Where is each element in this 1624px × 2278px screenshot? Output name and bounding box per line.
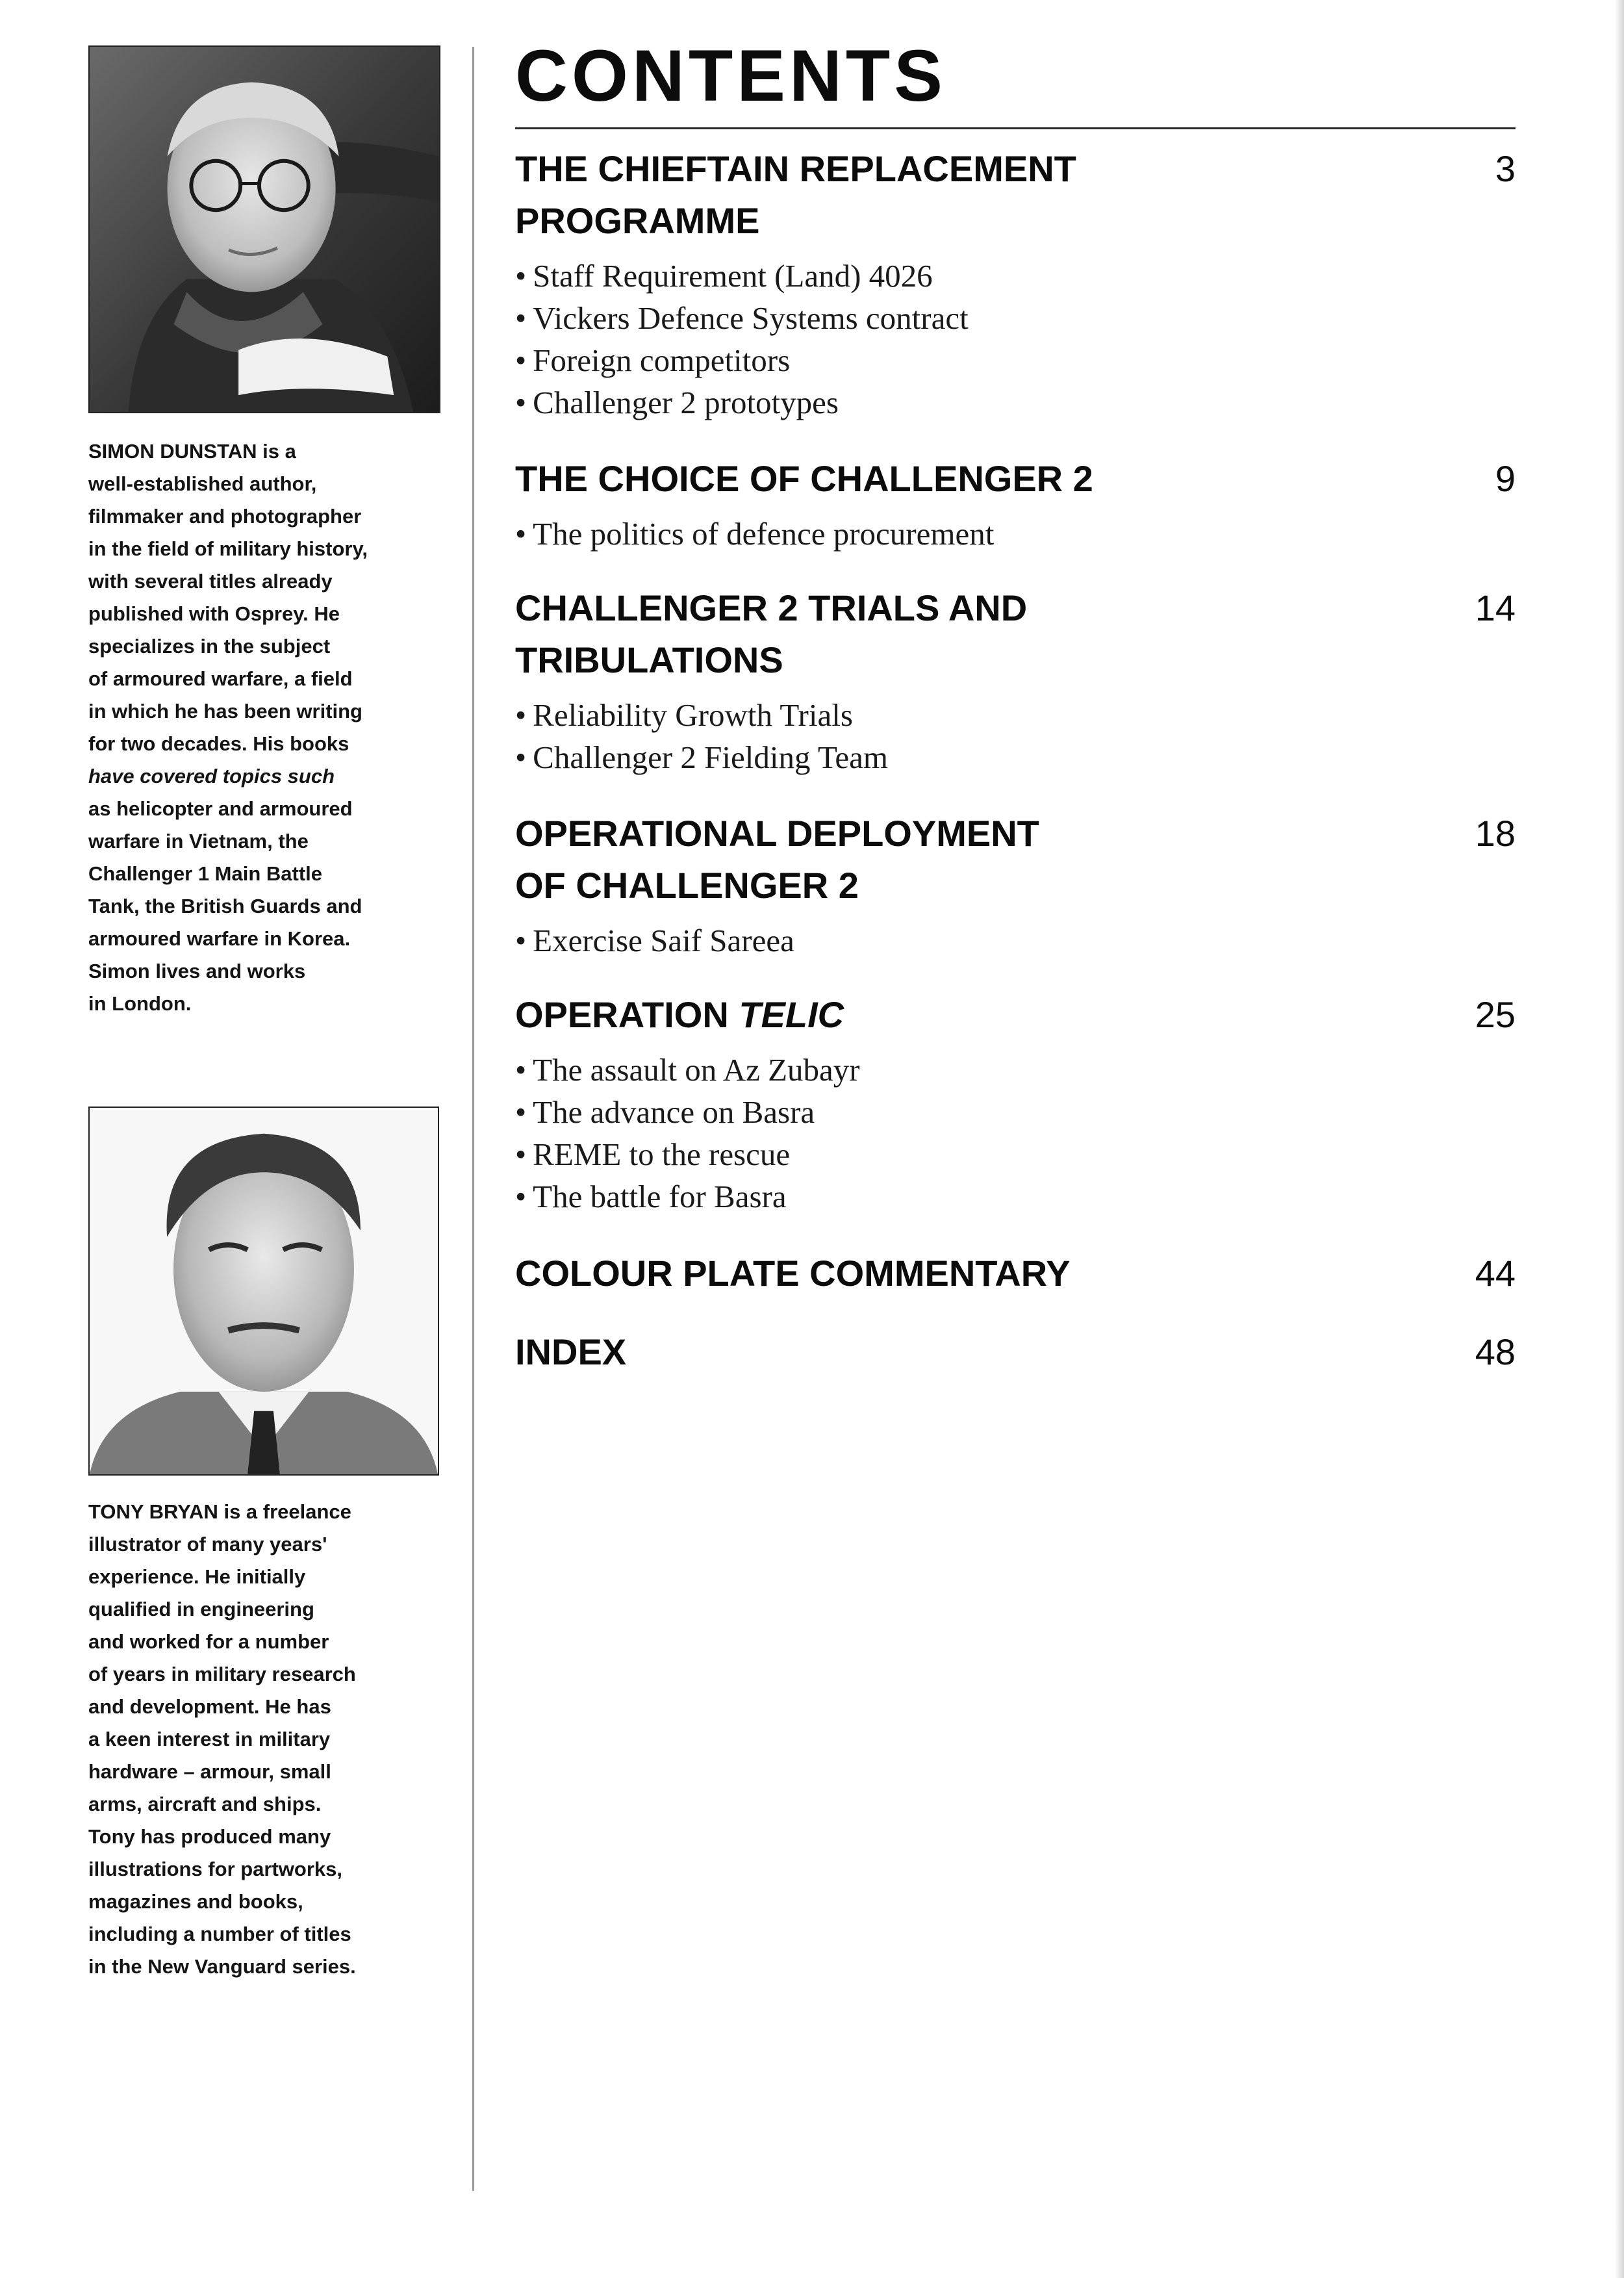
illustrator-bio: TONY BRYAN is a freelance illustrator of many years' experience. He initially qualified in engineering and worked for a number of years in military research and development. He has a keen interest in military hardware – armour, small arms, aircraft and ships. Tony has produced many illustrations for partworks, magazines and books, including a number of titles in the New Vanguard series. xyxy=(88,1500,356,1978)
list-item: • The battle for Basra xyxy=(515,1179,787,1214)
subtopic-list xyxy=(515,513,1516,555)
toc-section-operation-telic[interactable] xyxy=(515,989,1516,1218)
contents-title: CONTENTS xyxy=(515,35,946,116)
illustrator-photo xyxy=(88,1107,439,1476)
title-rule xyxy=(515,127,1516,129)
page-number: 3 xyxy=(1495,148,1516,189)
section-title: COLOUR PLATE COMMENTARY xyxy=(515,1253,1071,1294)
page-number: 48 xyxy=(1475,1331,1516,1372)
toc-section-choice-of-challenger-2[interactable] xyxy=(515,453,1516,555)
page-number: 9 xyxy=(1495,458,1516,499)
author-name: SIMON DUNSTAN xyxy=(88,440,257,463)
list-item: • Vickers Defence Systems contract xyxy=(515,300,969,336)
toc-section-chieftain-replacement[interactable] xyxy=(515,143,1516,424)
section-title: THE CHIEFTAIN REPLACEMENT PROGRAMME xyxy=(515,148,1076,241)
subtopic-list xyxy=(515,694,1516,778)
page-number: 14 xyxy=(1475,587,1516,628)
section-title: INDEX xyxy=(515,1331,627,1372)
list-item: • The advance on Basra xyxy=(515,1094,815,1130)
toc-section-colour-plate-commentary[interactable] xyxy=(515,1248,1516,1299)
list-item: • Challenger 2 prototypes xyxy=(515,385,839,420)
list-item: • REME to the rescue xyxy=(515,1136,791,1172)
list-item: • Challenger 2 Fielding Team xyxy=(515,739,888,775)
toc-section-operational-deployment[interactable] xyxy=(515,808,1516,962)
section-title: CHALLENGER 2 TRIALS AND TRIBULATIONS xyxy=(515,587,1028,680)
subtopic-list xyxy=(515,255,1516,424)
toc-section-trials-and-tribulations[interactable] xyxy=(515,582,1516,778)
author-bio: SIMON DUNSTAN is a well-established author, filmmaker and photographer in the field of military history, with several titles already published with Osprey. He specializes in the subject of armoured warfare, a field in which he has been writing for two decades. His books have covered topics such as helicopter and armoured warfare in Vietnam, the Challenger 1 Main Battle Tank, the British Guards and armoured warfare in Korea. Simon lives and works in London. xyxy=(88,440,368,1015)
page-number: 25 xyxy=(1475,994,1516,1035)
list-item: • Exercise Saif Sareea xyxy=(515,923,794,958)
list-item: • The assault on Az Zubayr xyxy=(515,1052,860,1088)
list-item: • Foreign competitors xyxy=(515,342,791,378)
list-item: • Staff Requirement (Land) 4026 xyxy=(515,258,933,294)
column-divider xyxy=(472,47,474,2191)
section-title: OPERATION TELIC xyxy=(515,994,844,1035)
author-photo xyxy=(88,45,440,413)
subtopic-list xyxy=(515,1049,1516,1218)
section-title: OPERATIONAL DEPLOYMENT OF CHALLENGER 2 xyxy=(515,813,1039,906)
list-item: • Reliability Growth Trials xyxy=(515,697,853,733)
subtopic-list xyxy=(515,919,1516,962)
illustrator-name: TONY BRYAN xyxy=(88,1500,218,1523)
section-title: THE CHOICE OF CHALLENGER 2 xyxy=(515,458,1093,499)
list-item: • The politics of defence procurement xyxy=(515,516,995,552)
toc-section-index[interactable] xyxy=(515,1326,1516,1378)
page-number: 44 xyxy=(1475,1253,1516,1294)
page-edge-shadow xyxy=(1615,0,1624,2278)
page-number: 18 xyxy=(1475,813,1516,854)
